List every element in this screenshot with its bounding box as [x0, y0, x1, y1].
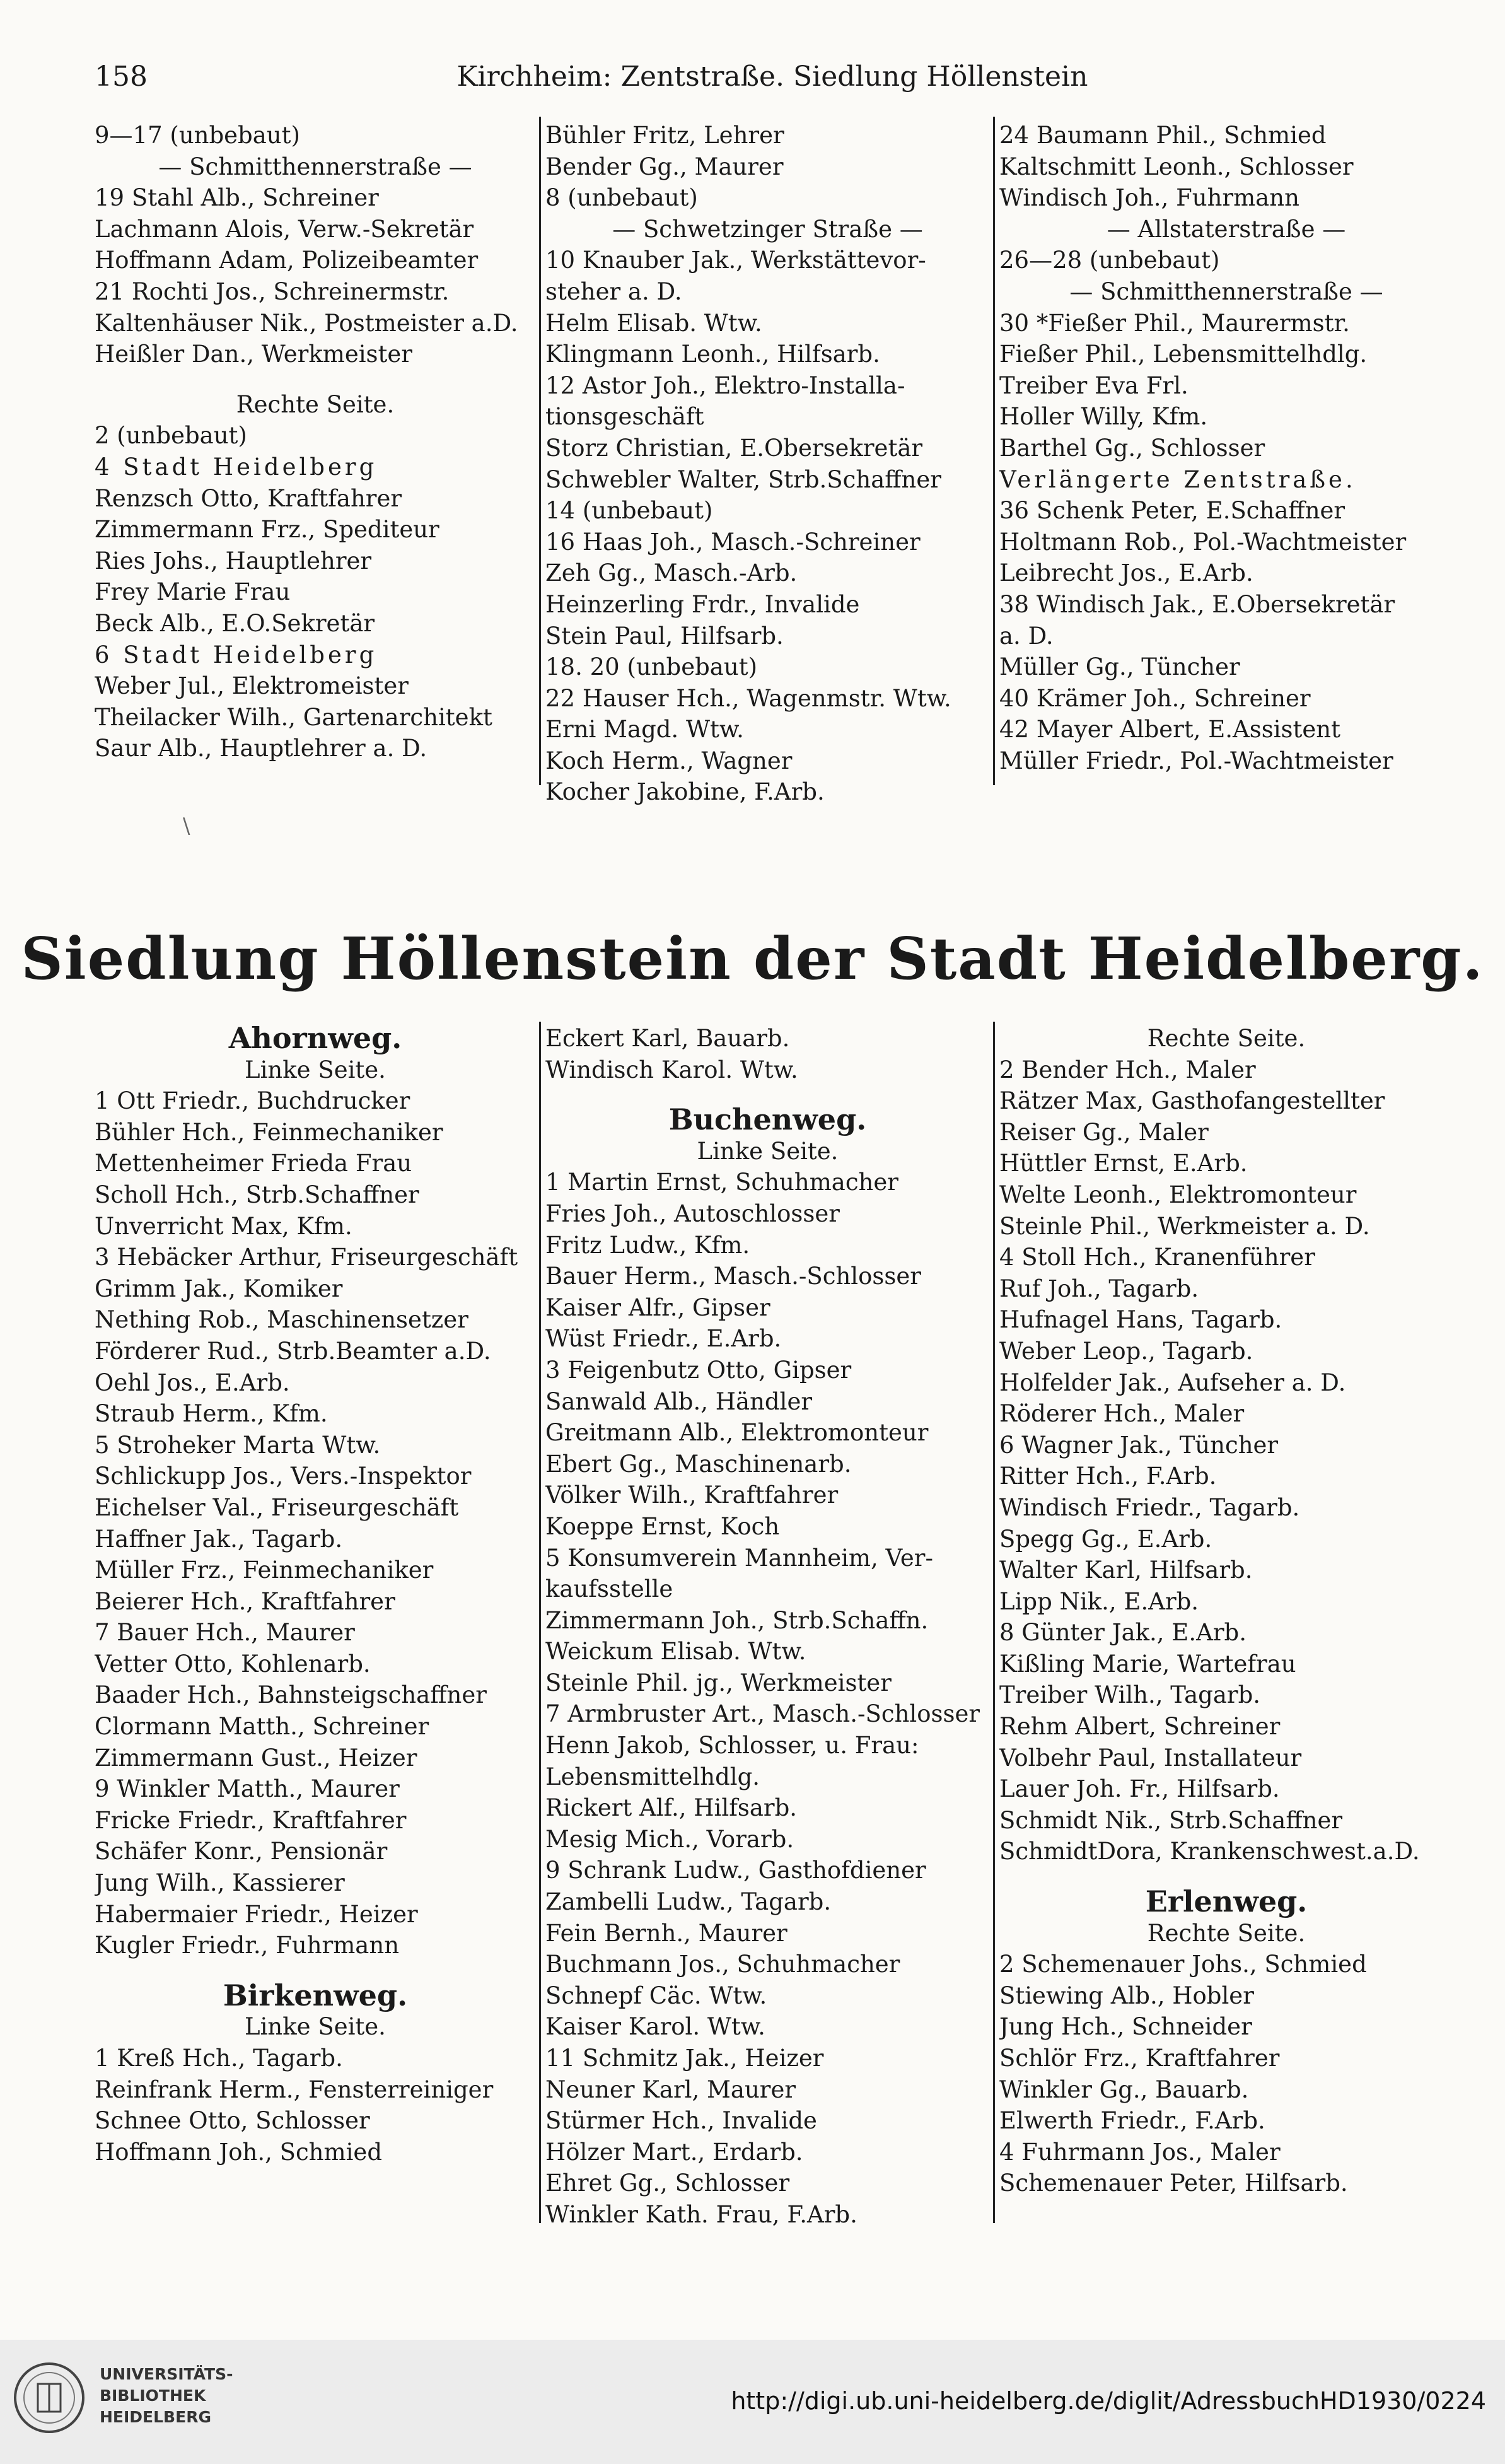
directory-entry: 5 Konsumverein Mannheim, Ver- — [545, 1544, 933, 1572]
directory-entry — [999, 1867, 1453, 1886]
side-heading: Rechte Seite. — [1147, 1919, 1306, 1947]
directory-entry: Leibrecht Jos., E.Arb. — [999, 559, 1253, 587]
directory-entry: Ehret Gg., Schlosser — [545, 2169, 790, 2197]
logo-line: BIBLIOTHEK — [100, 2386, 206, 2405]
directory-entry: Bühler Fritz, Lehrer — [545, 122, 784, 149]
directory-entry: 36 Schenk Peter, E.Schaffner — [999, 497, 1345, 525]
directory-entry: 8 (unbebaut) — [545, 184, 698, 212]
directory-entry: 12 Astor Joh., Elektro-Installa- — [545, 371, 905, 399]
directory-entry: Volbehr Paul, Installateur — [999, 1744, 1302, 1772]
column-rule — [993, 117, 995, 785]
logo-line: UNIVERSITÄTS- — [100, 2365, 233, 2383]
directory-entry: 26—28 (unbebaut) — [999, 247, 1220, 274]
directory-entry: Fein Bernh., Maurer — [545, 1919, 787, 1947]
directory-entry: 1 Kreß Hch., Tagarb. — [95, 2045, 343, 2072]
directory-entry: 1 Ott Friedr., Buchdrucker — [95, 1087, 410, 1115]
directory-entry: Windisch Karol. Wtw. — [545, 1056, 798, 1083]
directory-entry — [95, 1961, 536, 1980]
directory-entry: 6 Stadt Heidelberg — [95, 641, 378, 669]
directory-entry: Habermaier Friedr., Heizer — [95, 1900, 418, 1928]
directory-entry: 3 Hebäcker Arthur, Friseurgeschäft — [95, 1244, 518, 1271]
directory-entry: Schnee Otto, Schlosser — [95, 2107, 370, 2135]
directory-entry: Bauer Herm., Masch.-Schlosser — [545, 1263, 921, 1290]
directory-entry: Fritz Ludw., Kfm. — [545, 1231, 750, 1259]
directory-entry: Helm Elisab. Wtw. — [545, 309, 762, 337]
directory-entry: Jung Hch., Schneider — [999, 2013, 1252, 2041]
directory-entry: Klingmann Leonh., Hilfsarb. — [545, 341, 880, 368]
directory-entry: Haffner Jak., Tagarb. — [95, 1525, 343, 1553]
directory-entry: 9 Winkler Matth., Maurer — [95, 1775, 400, 1803]
directory-entry: 42 Mayer Albert, E.Assistent — [999, 716, 1340, 744]
directory-entry: Rätzer Max, Gasthofangestellter — [999, 1087, 1385, 1115]
directory-entry: 22 Hauser Hch., Wagenmstr. Wtw. — [545, 684, 951, 712]
directory-entry: Walter Karl, Hilfsarb. — [999, 1556, 1253, 1584]
directory-entry: Stiewing Alb., Hobler — [999, 1982, 1254, 2009]
directory-entry: 9 Schrank Ludw., Gasthofdiener — [545, 1857, 926, 1884]
directory-entry: Theilacker Wilh., Gartenarchitekt — [95, 703, 492, 731]
directory-entry: Mesig Mich., Vorarb. — [545, 1825, 794, 1853]
upper-column-3 — [999, 120, 1453, 776]
directory-entry: Zimmermann Joh., Strb.Schaffn. — [545, 1606, 929, 1634]
directory-entry: 1 Martin Ernst, Schuhmacher — [545, 1169, 898, 1196]
directory-entry: 10 Knauber Jak., Werkstättevor- — [545, 247, 926, 274]
directory-entry: 30 *Fießer Phil., Maurermstr. — [999, 309, 1350, 337]
directory-entry: 2 Bender Hch., Maler — [999, 1056, 1256, 1083]
directory-entry: Koch Herm., Wagner — [545, 747, 793, 774]
directory-entry: Verlängerte Zentstraße. — [999, 465, 1356, 493]
directory-entry: Holtmann Rob., Pol.-Wachtmeister — [999, 528, 1407, 556]
directory-entry: Müller Gg., Tüncher — [999, 653, 1240, 681]
directory-entry: Wüst Friedr., E.Arb. — [545, 1325, 782, 1353]
side-heading: — Schmitthennerstraße — — [158, 153, 472, 180]
directory-entry: Holler Willy, Kfm. — [999, 403, 1208, 431]
directory-entry: Beierer Hch., Kraftfahrer — [95, 1587, 395, 1615]
directory-entry: 14 (unbebaut) — [545, 497, 713, 525]
column-rule — [539, 1022, 541, 2223]
upper-column-2 — [545, 120, 990, 808]
side-heading: — Allstaterstraße — — [1107, 215, 1346, 243]
directory-entry: Hoffmann Joh., Schmied — [95, 2138, 383, 2166]
directory-entry: 4 Stadt Heidelberg — [95, 453, 378, 481]
directory-entry: Nething Rob., Maschinensetzer — [95, 1306, 468, 1334]
directory-entry: Stürmer Hch., Invalide — [545, 2107, 817, 2135]
directory-entry: Vetter Otto, Kohlenarb. — [95, 1650, 371, 1678]
directory-entry: Eckert Karl, Bauarb. — [545, 1025, 790, 1052]
directory-entry: 9—17 (unbebaut) — [95, 122, 300, 149]
directory-entry: steher a. D. — [545, 277, 682, 305]
directory-entry: Neuner Karl, Maurer — [545, 2076, 796, 2103]
directory-entry: Windisch Joh., Fuhrmann — [999, 184, 1299, 212]
directory-entry: Förderer Rud., Strb.Beamter a.D. — [95, 1337, 491, 1365]
directory-entry: Schnepf Cäc. Wtw. — [545, 1982, 767, 2009]
side-heading: Linke Seite. — [697, 1137, 839, 1165]
side-heading: Rechte Seite. — [1147, 1025, 1306, 1052]
directory-entry: 24 Baumann Phil., Schmied — [999, 122, 1327, 149]
directory-entry: Stein Paul, Hilfsarb. — [545, 622, 784, 650]
section-title: Siedlung Höllenstein der Stadt Heidelberg. — [21, 925, 1484, 993]
side-heading: Rechte Seite. — [236, 390, 395, 418]
directory-entry: Zimmermann Frz., Spediteur — [95, 516, 439, 544]
directory-entry: 8 Günter Jak., E.Arb. — [999, 1619, 1246, 1647]
street-heading: Birkenweg. — [223, 1978, 408, 2012]
directory-entry: Windisch Friedr., Tagarb. — [999, 1493, 1300, 1521]
directory-entry: Fießer Phil., Lebensmittelhdlg. — [999, 341, 1368, 368]
directory-entry: Kugler Friedr., Fuhrmann — [95, 1932, 400, 1959]
directory-entry: Lauer Joh. Fr., Hilfsarb. — [999, 1775, 1280, 1803]
directory-entry: Unverricht Max, Kfm. — [95, 1212, 352, 1240]
directory-entry: Zambelli Ludw., Tagarb. — [545, 1888, 832, 1916]
running-title: Kirchheim: Zentstraße. Siedlung Höllenstein — [456, 61, 1088, 93]
directory-entry: Beck Alb., E.O.Sekretär — [95, 609, 375, 637]
directory-entry: Röderer Hch., Maler — [999, 1400, 1245, 1428]
directory-entry: Ries Johs., Hauptlehrer — [95, 547, 372, 575]
directory-entry: Weber Jul., Elektromeister — [95, 672, 409, 700]
directory-entry: Frey Marie Frau — [95, 578, 291, 606]
directory-entry — [545, 1085, 990, 1104]
directory-entry: Heißler Dan., Werkmeister — [95, 341, 412, 368]
directory-entry: Treiber Wilh., Tagarb. — [999, 1681, 1261, 1709]
directory-entry: Hölzer Mart., Erdarb. — [545, 2138, 803, 2166]
lower-column-3 — [999, 1023, 1453, 2199]
directory-entry: Heinzerling Frdr., Invalide — [545, 590, 860, 618]
directory-entry: Mettenheimer Frieda Frau — [95, 1150, 412, 1177]
directory-entry: Schäfer Konr., Pensionär — [95, 1838, 388, 1866]
directory-entry: Winkler Gg., Bauarb. — [999, 2076, 1249, 2103]
stray-mark: \ — [183, 814, 190, 839]
directory-entry: Grimm Jak., Komiker — [95, 1275, 343, 1302]
directory-entry: Kaltschmitt Leonh., Schlosser — [999, 153, 1354, 180]
street-heading: Ahornweg. — [228, 1023, 402, 1055]
directory-entry: Schemenauer Peter, Hilfsarb. — [999, 2169, 1348, 2197]
directory-entry: 4 Fuhrmann Jos., Maler — [999, 2138, 1281, 2166]
directory-entry: Weickum Elisab. Wtw. — [545, 1638, 806, 1666]
directory-entry: Winkler Kath. Frau, F.Arb. — [545, 2200, 857, 2228]
side-heading: — Schmitthennerstraße — — [1069, 277, 1383, 305]
directory-entry: Hufnagel Hans, Tagarb. — [999, 1306, 1282, 1334]
directory-entry: 2 (unbebaut) — [95, 422, 247, 450]
library-logo — [11, 2360, 251, 2448]
lower-column-2 — [545, 1023, 990, 2231]
directory-entry: Kocher Jakobine, F.Arb. — [545, 778, 825, 806]
directory-entry: Baader Hch., Bahnsteigschaffner — [95, 1681, 487, 1709]
directory-entry: 7 Armbruster Art., Masch.-Schlosser — [545, 1700, 980, 1728]
directory-entry: Treiber Eva Frl. — [999, 371, 1188, 399]
page-number: 158 — [95, 61, 148, 93]
directory-entry: Koeppe Ernst, Koch — [545, 1512, 780, 1540]
directory-entry: Eichelser Val., Friseurgeschäft — [95, 1493, 459, 1521]
directory-entry: Hüttler Ernst, E.Arb. — [999, 1150, 1248, 1177]
directory-entry: 6 Wagner Jak., Tüncher — [999, 1431, 1279, 1459]
directory-entry: Kißling Marie, Wartefrau — [999, 1650, 1296, 1678]
directory-entry: Scholl Hch., Strb.Schaffner — [95, 1181, 419, 1208]
directory-entry: Saur Alb., Hauptlehrer a. D. — [95, 735, 427, 762]
directory-entry: Elwerth Friedr., F.Arb. — [999, 2107, 1265, 2135]
directory-entry: Kaltenhäuser Nik., Postmeister a.D. — [95, 309, 518, 337]
directory-entry: Hoffmann Adam, Polizeibeamter — [95, 247, 479, 274]
directory-entry: Ritter Hch., F.Arb. — [999, 1463, 1217, 1490]
directory-entry: Schmidt Nik., Strb.Schaffner — [999, 1806, 1343, 1834]
directory-entry: Reinfrank Herm., Fensterreiniger — [95, 2076, 494, 2103]
directory-entry: 19 Stahl Alb., Schreiner — [95, 184, 379, 212]
directory-entry: Schlickupp Jos., Vers.-Inspektor — [95, 1463, 472, 1490]
directory-entry: Müller Frz., Feinmechaniker — [95, 1556, 434, 1584]
directory-entry: 5 Stroheker Marta Wtw. — [95, 1431, 381, 1459]
directory-entry: Renzsch Otto, Kraftfahrer — [95, 484, 402, 512]
directory-entry: Buchmann Jos., Schuhmacher — [545, 1951, 900, 1978]
side-heading: Linke Seite. — [245, 1056, 386, 1083]
directory-entry: 16 Haas Joh., Masch.-Schreiner — [545, 528, 921, 556]
directory-entry: Steinle Phil., Werkmeister a. D. — [999, 1212, 1370, 1240]
directory-entry: Völker Wilh., Kraftfahrer — [545, 1481, 839, 1509]
directory-entry: a. D. — [999, 622, 1054, 650]
directory-entry: Lachmann Alois, Verw.-Sekretär — [95, 215, 474, 243]
upper-column-1 — [95, 120, 536, 764]
directory-entry: 38 Windisch Jak., E.Obersekretär — [999, 590, 1395, 618]
directory-entry: 3 Feigenbutz Otto, Gipser — [545, 1356, 852, 1384]
directory-entry: Rehm Albert, Schreiner — [999, 1713, 1281, 1741]
directory-entry: Lebensmittelhdlg. — [545, 1763, 760, 1790]
directory-entry: 7 Bauer Hch., Maurer — [95, 1619, 355, 1647]
directory-entry: Bender Gg., Maurer — [545, 153, 784, 180]
directory-entry: Lipp Nik., E.Arb. — [999, 1587, 1199, 1615]
directory-entry: 21 Rochti Jos., Schreinermstr. — [95, 277, 450, 305]
side-heading: Linke Seite. — [245, 2013, 386, 2041]
directory-entry: 40 Krämer Joh., Schreiner — [999, 684, 1311, 712]
directory-entry: kaufsstelle — [545, 1575, 673, 1603]
directory-entry: Welte Leonh., Elektromonteur — [999, 1181, 1357, 1208]
directory-entry: Ebert Gg., Maschinenarb. — [545, 1450, 852, 1478]
logo-line: HEIDELBERG — [100, 2408, 211, 2426]
permalink-url[interactable]: http://digi.ub.uni-heidelberg.de/diglit/AdressbuchHD1930/0224 — [731, 2387, 1486, 2415]
directory-entry: Zeh Gg., Masch.-Arb. — [545, 559, 798, 587]
directory-entry: Spegg Gg., E.Arb. — [999, 1525, 1212, 1553]
directory-entry: Sanwald Alb., Händler — [545, 1387, 813, 1415]
directory-entry — [95, 370, 536, 389]
directory-entry: Barthel Gg., Schlosser — [999, 434, 1265, 462]
directory-entry: Steinle Phil. jg., Werkmeister — [545, 1669, 892, 1696]
directory-entry: Jung Wilh., Kassierer — [95, 1869, 345, 1897]
directory-entry: Straub Herm., Kfm. — [95, 1400, 328, 1428]
directory-entry: Reiser Gg., Maler — [999, 1118, 1209, 1146]
directory-entry: Kaiser Alfr., Gipser — [545, 1293, 770, 1321]
column-rule — [993, 1022, 995, 2223]
directory-entry: Erni Magd. Wtw. — [545, 716, 744, 744]
directory-entry: 11 Schmitz Jak., Heizer — [545, 2045, 824, 2072]
directory-entry: Schwebler Walter, Strb.Schaffner — [545, 465, 941, 493]
column-rule — [539, 117, 541, 785]
directory-entry: Storz Christian, E.Obersekretär — [545, 434, 923, 462]
directory-entry: Fricke Friedr., Kraftfahrer — [95, 1806, 407, 1834]
directory-entry: Greitmann Alb., Elektromonteur — [545, 1419, 929, 1447]
directory-entry: Zimmermann Gust., Heizer — [95, 1744, 417, 1772]
directory-entry: Henn Jakob, Schlosser, u. Frau: — [545, 1732, 919, 1760]
side-heading: — Schwetzinger Straße — — [612, 215, 923, 243]
directory-entry: Schlör Frz., Kraftfahrer — [999, 2045, 1280, 2072]
directory-entry: 2 Schemenauer Johs., Schmied — [999, 1951, 1367, 1978]
directory-entry: 4 Stoll Hch., Kranenführer — [999, 1244, 1315, 1271]
library-emblem-icon — [11, 2360, 87, 2436]
directory-entry: Clormann Matth., Schreiner — [95, 1713, 429, 1741]
directory-entry: Ruf Joh., Tagarb. — [999, 1275, 1199, 1302]
street-heading: Buchenweg. — [668, 1102, 867, 1137]
directory-entry: Bühler Hch., Feinmechaniker — [95, 1118, 443, 1146]
directory-entry: Rickert Alf., Hilfsarb. — [545, 1794, 798, 1822]
directory-entry: SchmidtDora, Krankenschwest.a.D. — [999, 1838, 1420, 1866]
directory-entry: Kaiser Karol. Wtw. — [545, 2013, 765, 2041]
directory-entry: Oehl Jos., E.Arb. — [95, 1369, 290, 1396]
lower-column-1 — [95, 1023, 536, 2168]
street-heading: Erlenweg. — [1145, 1884, 1308, 1919]
directory-entry: tionsgeschäft — [545, 403, 704, 431]
directory-entry: Weber Leop., Tagarb. — [999, 1337, 1253, 1365]
directory-entry: Müller Friedr., Pol.-Wachtmeister — [999, 747, 1393, 774]
running-header — [95, 58, 1450, 96]
directory-entry: Fries Joh., Autoschlosser — [545, 1200, 840, 1227]
directory-entry: 18. 20 (unbebaut) — [545, 653, 757, 681]
directory-entry: Holfelder Jak., Aufseher a. D. — [999, 1369, 1346, 1396]
